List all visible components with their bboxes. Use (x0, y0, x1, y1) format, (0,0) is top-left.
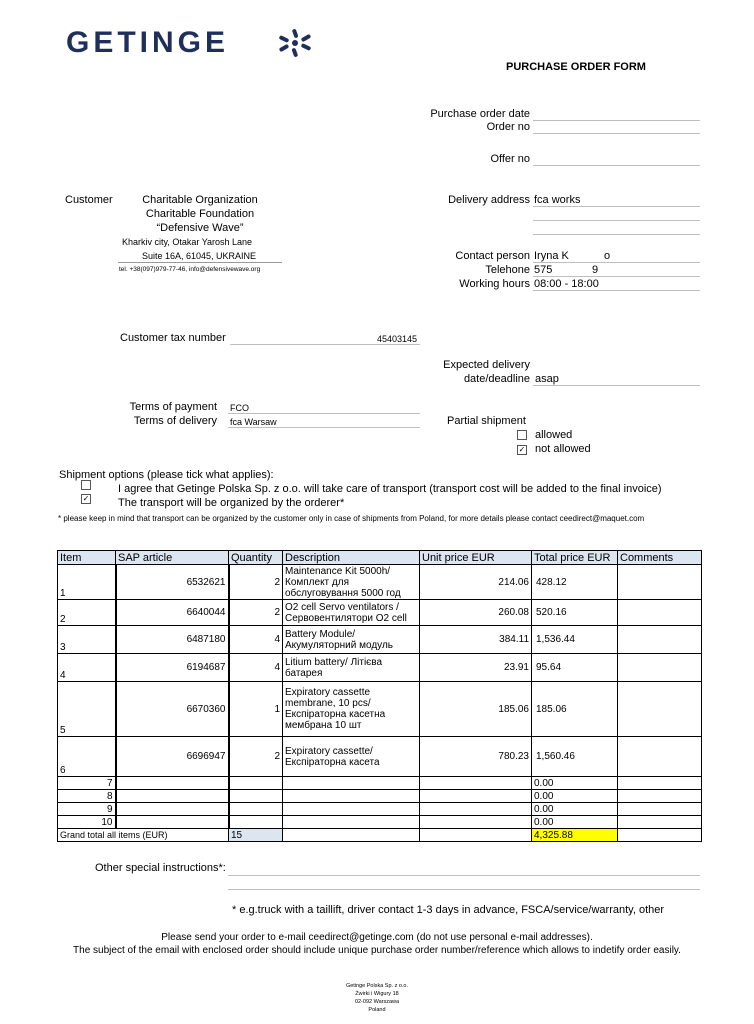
row-comments[interactable] (618, 682, 702, 737)
grand-total-comments (618, 829, 702, 842)
partial-not-allowed-checkbox[interactable]: ✓ (518, 445, 526, 454)
hours-value[interactable]: 08:00 - 18:00 (534, 278, 599, 290)
grand-total-qty: 15 (229, 829, 283, 842)
po-date-field[interactable] (533, 120, 700, 121)
table-row (58, 816, 702, 829)
row-item: 9 (58, 803, 116, 816)
customer-line5: Suite 16A, 61045, UKRAINE (142, 251, 257, 261)
row-unit[interactable]: 23.91 (420, 654, 532, 682)
row-comments[interactable] (618, 777, 702, 790)
row-unit[interactable] (420, 790, 532, 803)
partial-label: Partial shipment (447, 415, 526, 427)
table-row (58, 565, 702, 600)
row-qty[interactable]: 2 (229, 565, 283, 600)
expected-field (533, 385, 700, 386)
row-item: 10 (58, 816, 116, 829)
table-row (58, 626, 702, 654)
grand-total-desc (283, 829, 420, 842)
footer-line2: Żwirki i Wigury 18 (355, 991, 399, 997)
partial-allowed-label: allowed (535, 429, 573, 441)
delivery-terms-label: Terms of delivery (133, 415, 217, 427)
row-desc[interactable]: O2 cell Servo ventilators / Сервовентилятори O2 cell (283, 600, 420, 626)
table-row (58, 600, 702, 626)
row-qty[interactable] (229, 803, 283, 816)
row-total: 0.00 (532, 803, 618, 816)
row-item: 7 (58, 777, 116, 790)
instructions-label: Other special instructions*: (95, 862, 226, 874)
row-qty[interactable]: 4 (229, 626, 283, 654)
row-comments[interactable] (618, 600, 702, 626)
row-desc[interactable]: Expiratory cassette membrane, 10 pcs/ Експіраторна касетна мембрана 10 шт (283, 682, 420, 737)
getinge-star-icon (276, 28, 314, 58)
row-unit[interactable]: 384.11 (420, 626, 532, 654)
table-row (58, 803, 702, 816)
row-item: 3 (58, 626, 116, 654)
contact-field (533, 262, 700, 263)
offer-no-label: Offer no (490, 153, 530, 165)
grand-total-label: Grand total all items (EUR) (58, 829, 229, 842)
row-total: 0.00 (532, 777, 618, 790)
row-qty[interactable]: 2 (229, 737, 283, 777)
row-qty[interactable] (229, 816, 283, 829)
table-row (58, 737, 702, 777)
row-desc[interactable] (283, 816, 420, 829)
customer-line1: Charitable Organization (142, 194, 258, 206)
form-title: PURCHASE ORDER FORM (506, 61, 646, 73)
row-total: 185.06 (532, 682, 618, 737)
table-row (58, 654, 702, 682)
row-unit[interactable]: 260.08 (420, 600, 532, 626)
header-description: Description (283, 551, 420, 565)
grand-total-unit (420, 829, 532, 842)
row-unit[interactable] (420, 816, 532, 829)
delivery-address-line2 (533, 220, 700, 221)
delivery-terms-field (228, 427, 420, 428)
row-item: 8 (58, 790, 116, 803)
shipment-opt2-checkbox[interactable]: ✓ (82, 494, 90, 503)
delivery-terms-value[interactable]: fca Warsaw (230, 417, 277, 427)
row-unit[interactable]: 780.23 (420, 737, 532, 777)
footer-line3: 02-092 Warszawa (354, 999, 400, 1005)
tax-label: Customer tax number (120, 332, 226, 344)
instructions-note: * e.g.truck with a taillift, driver contact 1-3 days in advance, FSCA/service/warranty, other (232, 904, 665, 916)
customer-line2: Charitable Foundation (145, 208, 255, 220)
header-quantity: Quantity (229, 551, 283, 565)
hours-label: Working hours (459, 278, 530, 290)
customer-line6: tel. +38(097)979-77-46, info@defensivewave.org (119, 266, 261, 273)
header-sap: SAP article (116, 551, 229, 565)
contact-suffix: o (604, 250, 611, 262)
order-no-field[interactable] (533, 133, 700, 134)
table-header-row (58, 551, 702, 565)
order-no-label: Order no (486, 121, 530, 133)
row-sap[interactable]: 6640044 (116, 600, 229, 626)
expected-label2: date/deadline (463, 373, 530, 385)
row-sap[interactable]: 6696947 (116, 737, 229, 777)
items-table (57, 550, 702, 842)
row-comments[interactable] (618, 803, 702, 816)
hours-field (533, 290, 700, 291)
table-row (58, 777, 702, 790)
shipment-opt1-checkbox[interactable] (81, 480, 91, 490)
po-date-label: Purchase order date (430, 108, 530, 120)
shipment-opt2-label: The transport will be organized by the orderer* (118, 497, 345, 509)
header-item: Item (58, 551, 116, 565)
row-total: 0.00 (532, 790, 618, 803)
payment-field (228, 413, 420, 414)
telephone-suffix: 9 (592, 264, 599, 276)
row-comments[interactable] (618, 816, 702, 829)
row-desc[interactable] (283, 777, 420, 790)
expected-label1: Expected delivery (443, 359, 530, 371)
row-total: 0.00 (532, 816, 618, 829)
customer-label: Customer (65, 194, 113, 206)
row-comments[interactable] (618, 790, 702, 803)
row-total: 520.16 (532, 600, 618, 626)
row-item: 2 (58, 600, 116, 626)
row-desc[interactable]: Expiratory cassette/Експіраторна касета (283, 737, 420, 777)
shipment-heading: Shipment options (please tick what applies): (59, 469, 274, 481)
row-total: 1,560.46 (532, 737, 618, 777)
row-qty[interactable]: 4 (229, 654, 283, 682)
send-line2: The subject of the email with enclosed order should include unique purchase order number/reference which allows to indetify order easily. (73, 945, 681, 956)
contact-value[interactable]: Iryna K (534, 250, 569, 262)
instructions-line1[interactable] (228, 875, 700, 876)
row-desc[interactable] (283, 790, 420, 803)
shipment-note: * please keep in mind that transport can be organized by the customer only in case of shipments from Poland, for more details please contact ceedirect@maquet.com (58, 514, 645, 523)
send-line1: Please send your order to e-mail ceedirect@getinge.com (do not use personal e-mail addresses). (161, 932, 593, 943)
row-item: 1 (58, 565, 116, 600)
row-sap[interactable] (116, 816, 229, 829)
telephone-value[interactable]: 575 (534, 264, 553, 276)
row-desc[interactable]: Litium battery/ Літієва батарея (283, 654, 420, 682)
row-comments[interactable] (618, 565, 702, 600)
row-comments[interactable] (618, 626, 702, 654)
row-desc[interactable] (283, 803, 420, 816)
row-unit[interactable] (420, 803, 532, 816)
grand-total-row (58, 829, 702, 842)
row-item: 6 (58, 737, 116, 777)
customer-line4: Kharkiv city, Otakar Yarosh Lane (122, 237, 253, 247)
payment-value[interactable]: FCO (230, 403, 249, 413)
table-row (58, 790, 702, 803)
row-comments[interactable] (618, 737, 702, 777)
row-desc[interactable]: Maintenance Kit 5000h/ Комплект для обслуговування 5000 год (283, 565, 420, 600)
row-unit[interactable] (420, 777, 532, 790)
footer-line4: Poland (368, 1007, 386, 1013)
row-sap[interactable]: 6194687 (116, 654, 229, 682)
row-total: 428.12 (532, 565, 618, 600)
contact-label: Contact person (455, 250, 530, 262)
row-item: 4 (58, 654, 116, 682)
customer-line3: “Defensive Wave” (156, 222, 244, 234)
row-unit[interactable]: 214.06 (420, 565, 532, 600)
shipment-opt1-label: I agree that Getinge Polska Sp. z o.o. will take care of transport (transport cost will be added to the final invoice) (118, 483, 662, 495)
header-unit-price: Unit price EUR (420, 551, 532, 565)
row-sap[interactable]: 6487180 (116, 626, 229, 654)
tax-field (230, 344, 420, 345)
table-row (58, 682, 702, 737)
delivery-address-line3 (533, 234, 700, 235)
row-qty[interactable]: 1 (229, 682, 283, 737)
row-comments[interactable] (618, 654, 702, 682)
row-unit[interactable]: 185.06 (420, 682, 532, 737)
footer-line1: Getinge Polska Sp. z o.o. (345, 983, 409, 989)
telephone-label: Telehone (485, 264, 530, 276)
row-total: 95.64 (532, 654, 618, 682)
row-sap[interactable] (116, 803, 229, 816)
getinge-logo: GETINGE (66, 26, 230, 59)
header-total-price: Total price EUR (532, 551, 618, 565)
header-comments: Comments (618, 551, 702, 565)
expected-value[interactable]: asap (535, 373, 559, 385)
delivery-address-line1 (533, 206, 700, 207)
instructions-line2[interactable] (228, 889, 700, 890)
row-desc[interactable]: Battery Module/ Акумуляторний модуль (283, 626, 420, 654)
row-sap[interactable] (116, 790, 229, 803)
row-sap[interactable]: 6670360 (116, 682, 229, 737)
row-qty[interactable] (229, 790, 283, 803)
row-sap[interactable]: 6532621 (116, 565, 229, 600)
customer-address-rule (118, 262, 282, 263)
offer-no-field[interactable] (533, 165, 700, 166)
partial-allowed-checkbox[interactable] (517, 430, 527, 440)
row-sap[interactable] (116, 777, 229, 790)
row-total: 1,536.44 (532, 626, 618, 654)
delivery-address-label: Delivery address (448, 194, 530, 206)
grand-total-value: 4,325.88 (532, 829, 618, 842)
delivery-address-value[interactable]: fca works (534, 194, 581, 206)
row-qty[interactable]: 2 (229, 600, 283, 626)
row-qty[interactable] (229, 777, 283, 790)
tax-value[interactable]: 45403145 (377, 334, 418, 344)
payment-label: Terms of payment (129, 401, 217, 413)
partial-not-allowed-label: not allowed (535, 443, 591, 455)
telephone-field (533, 276, 700, 277)
row-item: 5 (58, 682, 116, 737)
